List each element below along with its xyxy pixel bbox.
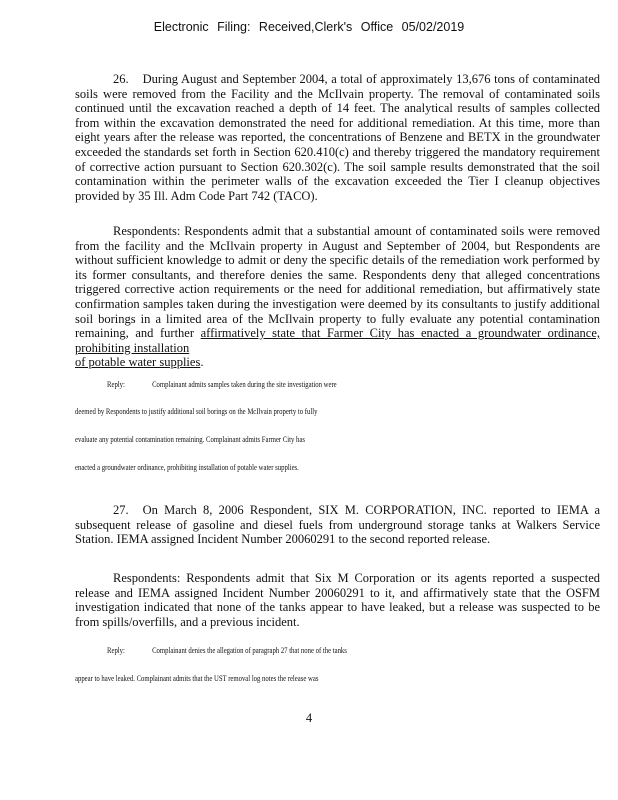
- paragraph-number: 26.: [113, 72, 129, 86]
- reply-line: deemed by Respondents to justify additional soil borings on the McIlvain property to fully: [75, 407, 318, 416]
- response-text: Respondents: Respondents admit that a substantial amount of contaminated soils were removed from the facility and the McIlvain property in August and September of 2004, but Respondents are without sufficient knowledge to admit or deny the specific details of the remediation work performed by its former consultants, and therefore denies the same. Respondents deny that alleged concentrations triggered corrective action requirements or the need for additional remediation, but affirmatively state confirmation samples taken during the investigation were deemed by its consultants to justify additional soil borings in a limited area of the McIlvain property to fully evaluate any potential contamination remaining, and further: [75, 224, 600, 341]
- electronic-filing-header: Electronic Filing: Received,Clerk's Office 05/02/2019: [153, 20, 465, 34]
- paragraph-text: During August and September 2004, a total of approximately 13,676 tons of contaminated soils were removed from the Facility and the McIlvain property. The removal of contaminated soils continued until the excavation reached a depth of 14 feet. The analytical results of samples collected from within the excavation demonstrated the need for additional remediation. At this time, more than eight years after the release was reported, the concentrations of Benzene and BETX in the groundwater exceeded the standards set forth in Section 620.410(c) and thereby triggered the mandatory requirement of corrective action pursuant to Section 620.302(c). The soil sample results demonstrated that the soil contamination within the perimeter walls of the excavation exceeded the Tier I cleanup objectives provided by 35 Ill. Adm Code Part 742 (TACO).: [75, 72, 600, 203]
- response-text: Respondents: Respondents admit that Six M Corporation or its agents reported a suspected release and IEMA assigned Incident Number 20060291 to it, and affirmatively state that the OSFM investigation indicated that none of the tanks appear to have leaked, but a release was suspected to be from spills/overfills, and a previous incident.: [75, 571, 600, 629]
- paragraph-26: [75, 72, 600, 203]
- reply-line: evaluate any potential contamination remaining. Complainant admits Farmer City has: [75, 435, 305, 444]
- response-period: .: [200, 355, 204, 370]
- response-26: [75, 224, 600, 370]
- paragraph-27: [75, 503, 600, 547]
- reply-line: Complainant admits samples taken during the site investigation were: [152, 380, 337, 389]
- response-27: [75, 571, 600, 629]
- response-underlined-text-end: of potable water supplies: [75, 355, 201, 370]
- paragraph-text: On March 8, 2006 Respondent, SIX M. CORPORATION, INC. reported to IEMA a subsequent release of gasoline and diesel fuels from underground storage tanks at Walkers Service Station. IEMA assigned Incident Number 20060291 to the second reported release.: [75, 503, 600, 547]
- reply-label: Reply:: [107, 380, 125, 389]
- reply-label: Reply:: [107, 646, 125, 655]
- paragraph-number: 27.: [113, 503, 129, 517]
- reply-line: Complainant denies the allegation of paragraph 27 that none of the tanks: [152, 646, 347, 655]
- reply-line: enacted a groundwater ordinance, prohibiting installation of potable water supplies.: [75, 463, 299, 472]
- page-number: 4: [305, 711, 313, 725]
- reply-line: appear to have leaked. Complainant admits that the UST removal log notes the release was: [75, 674, 319, 683]
- response-underlined-text: affirmatively state that Farmer City has enacted a groundwater ordinance, prohibiting installation: [75, 326, 601, 355]
